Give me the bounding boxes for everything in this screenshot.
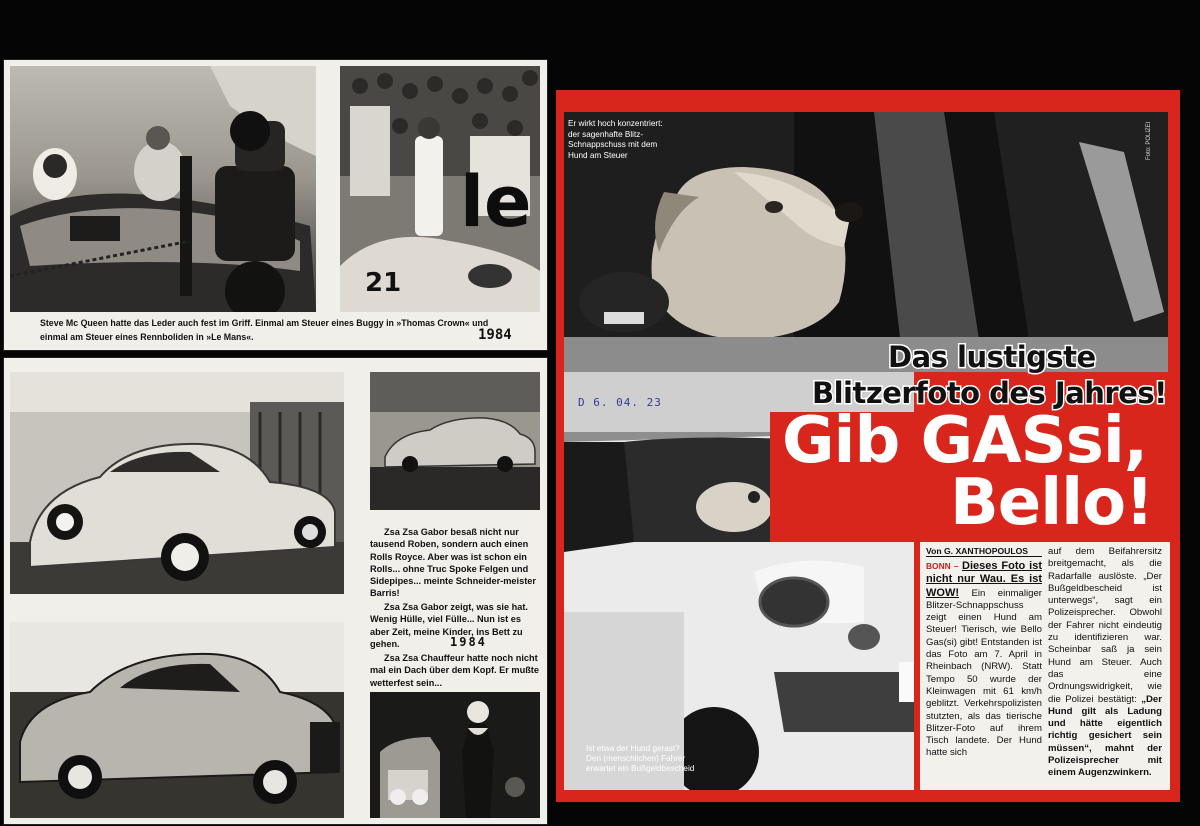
svg-text:le: le [460, 161, 532, 243]
article-column-2 [1048, 546, 1162, 780]
clipping-steve-mcqueen [4, 60, 547, 350]
lead: Dieses Foto ist nicht nur Wau. Es ist WOW! [926, 560, 1042, 599]
article-column-1 [926, 560, 1042, 760]
body-column-2a: auf dem Beifahrersitz breitgemacht, als die Radarfalle auslöste. „Der Bußgeldbescheid ist unterwegs“, sagt ein Polizeisprecher. Obwohl der Fahrer nicht eindeutig zu identifizieren war. Scheinbar saß ja sein Hund am Steuer. Auch das eine Ordnungswidrigkeit, wie die Polizei bestätigt: [1048, 546, 1162, 705]
caption-line-2: einmal am Steuer eines Rennboliden in »Le Mans«. [40, 332, 254, 342]
headline-line-1: Das lustigste [888, 340, 1096, 374]
body-column-1: Ein einmaliger Blitzer-Schnappschuss zeigt einen Hund am Steuer! Tierisch, wie Bello Gas(si) gibt! Entstanden ist das Foto am 7. April in Rheinbach (NRW). Statt Tempo 50 wurde der Kleinwagen mit 61 km/h geblitzt. Verkehrspolizisten stutzten, als das tierische Blitzer-Foto auf ihrem Tisch landete. Der Hund hatte sich [926, 587, 1043, 759]
svg-text:21: 21 [365, 268, 402, 298]
photo-rolls-royce-convertible [10, 622, 344, 818]
byline: Von G. XANTHOPOULOS [926, 546, 1042, 557]
clipping-zsa-zsa-gabor [4, 358, 547, 824]
photo-le-mans-race [340, 66, 540, 312]
photo-caption-bottom: Ist etwa der Hund gerast? Den (menschlichen) Fahrer erwartet ein Bußgeldbescheid [586, 744, 695, 774]
caption-line-1: Steve Mc Queen hatte das Leder auch fest im Griff. Einmal am Steuer eines Buggy in »Thomas Crown« und [40, 318, 489, 328]
caption-chauffeur-text: Zsa Zsa Chauffeur hatte noch nicht mal ein Dach über dem Kopf. Er mußte wetterfest sein... [370, 653, 539, 688]
photo-zsa-zsa-gabor [370, 692, 540, 818]
caption-gabor-text: Zsa Zsa Gabor zeigt, was sie hat. Wenig Hülle, viel Fülle... Nun ist es aber Zeit, meine Kinder, ins Bett zu gehen. [370, 602, 528, 649]
date-stamp: D 6. 04. 23 [578, 396, 662, 409]
photo-rolls-royce-small [370, 372, 540, 510]
dateline: BONN – [926, 561, 959, 571]
title-line-2: Bello! [950, 466, 1154, 540]
body-column-2c: mahnt der Polizeisprecher mit einem Augenzwinkern. [1048, 742, 1162, 779]
year-stamp-2: 1984 [450, 635, 487, 649]
caption-rolls-royce-text: Zsa Zsa Gabor besaß nicht nur tausend Roben, sondern auch einen Rolls Royce. Aber was ist schon ein Rolls... ohne Truc Spoke Felgen und Sidepipes... meinte Schneider-meister Barris! [370, 527, 536, 599]
caption-rolls-royce [370, 526, 540, 600]
photo-buggy-thomas-crown [10, 66, 316, 312]
photo-caption-top: Er wirkt hoch konzentriert: der sagenhafte Blitz-Schnappschuss mit dem Hund am Steuer [568, 119, 663, 160]
photo-credit: Foto: POLIZEI [1146, 121, 1152, 160]
title-line-1: Gib GASsi, [782, 404, 1148, 478]
caption-chauffeur [370, 652, 540, 689]
headline-line-2: Blitzerfoto des Jahres! [812, 376, 1167, 410]
body-column-2b: „Der Hund gilt als Ladung und hätte eigentlich richtig gesichert sein müssen“, [1048, 693, 1162, 754]
year-stamp: 1984 [478, 327, 512, 343]
photo-rolls-royce-garage [10, 372, 344, 594]
